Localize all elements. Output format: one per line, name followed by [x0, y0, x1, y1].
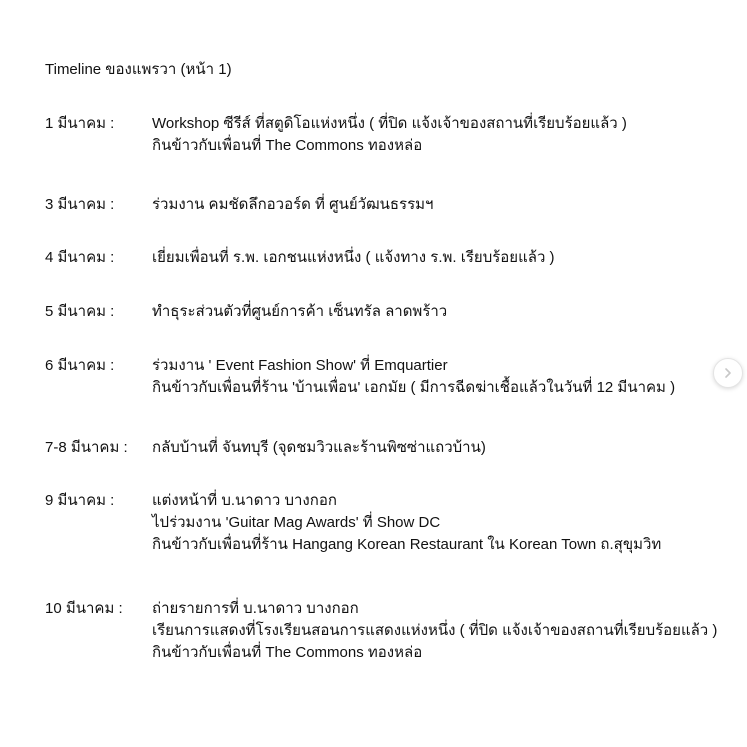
entry-lines — [152, 355, 675, 399]
entry-date: 6 มีนาคม : — [45, 357, 115, 374]
entry-line: กินข้าวกับเพื่อนที่ The Commons ทองหล่อ — [152, 644, 423, 661]
document-title: Timeline ของแพรวา (หน้า 1) — [45, 61, 232, 78]
entry-line: กินข้าวกับเพื่อนที่ร้าน 'บ้านเพื่อน' เอกมัย ( มีการฉีดฆ่าเชื้อแล้วในวันที่ 12 มีนาคม ) — [152, 379, 676, 396]
entry-line: กลับบ้านที่ จันทบุรี (จุดชมวิวและร้านพิซซ่าแถวบ้าน) — [152, 439, 486, 456]
entry-line: เรียนการแสดงที่โรงเรียนสอนการแสดงแห่งหนึ่ง ( ที่ปิด แจ้งเจ้าของสถานที่เรียบร้อยแล้ว ) — [152, 622, 718, 639]
entry-lines — [152, 301, 447, 323]
entry-line: ถ่ายรายการที่ บ.นาดาว บางกอก — [152, 600, 359, 617]
chevron-right-icon — [722, 367, 734, 379]
entry-date: 7-8 มีนาคม : — [45, 439, 128, 456]
entry-lines — [152, 194, 433, 216]
entry-line: เยี่ยมเพื่อนที่ ร.พ. เอกชนแห่งหนึ่ง ( แจ้งทาง ร.พ. เรียบร้อยแล้ว ) — [152, 249, 555, 266]
entry-date: 10 มีนาคม : — [45, 600, 123, 617]
entry-line: แต่งหน้าที่ บ.นาดาว บางกอก — [152, 492, 337, 509]
entry-date: 9 มีนาคม : — [45, 492, 115, 509]
entry-date: 5 มีนาคม : — [45, 303, 115, 320]
entry-line: ไปร่วมงาน 'Guitar Mag Awards' ที่ Show DC — [152, 514, 441, 531]
entry-line: กินข้าวกับเพื่อนที่ร้าน Hangang Korean Restaurant ใน Korean Town ถ.สุขุมวิท — [152, 536, 662, 553]
carousel-next-button[interactable] — [713, 358, 743, 388]
entry-line: ร่วมงาน คมชัดลึกอวอร์ด ที่ ศูนย์วัฒนธรรมฯ — [152, 196, 434, 213]
entry-lines — [152, 490, 661, 556]
entry-line: Workshop ซีรีส์ ที่สตูดิโอแห่งหนึ่ง ( ที่ปิด แจ้งเจ้าของสถานที่เรียบร้อยแล้ว ) — [152, 115, 627, 132]
entry-line: ทำธุระส่วนตัวที่ศูนย์การค้า เซ็นทรัล ลาดพร้าว — [152, 303, 448, 320]
entry-lines — [152, 598, 717, 664]
entry-date: 4 มีนาคม : — [45, 249, 115, 266]
entry-date: 1 มีนาคม : — [45, 115, 115, 132]
entry-lines — [152, 437, 486, 459]
entry-date: 3 มีนาคม : — [45, 196, 115, 213]
entry-line: ร่วมงาน ' Event Fashion Show' ที่ Emquartier — [152, 357, 448, 374]
entry-lines — [152, 113, 627, 157]
entry-line: กินข้าวกับเพื่อนที่ The Commons ทองหล่อ — [152, 137, 423, 154]
entry-lines — [152, 247, 555, 269]
